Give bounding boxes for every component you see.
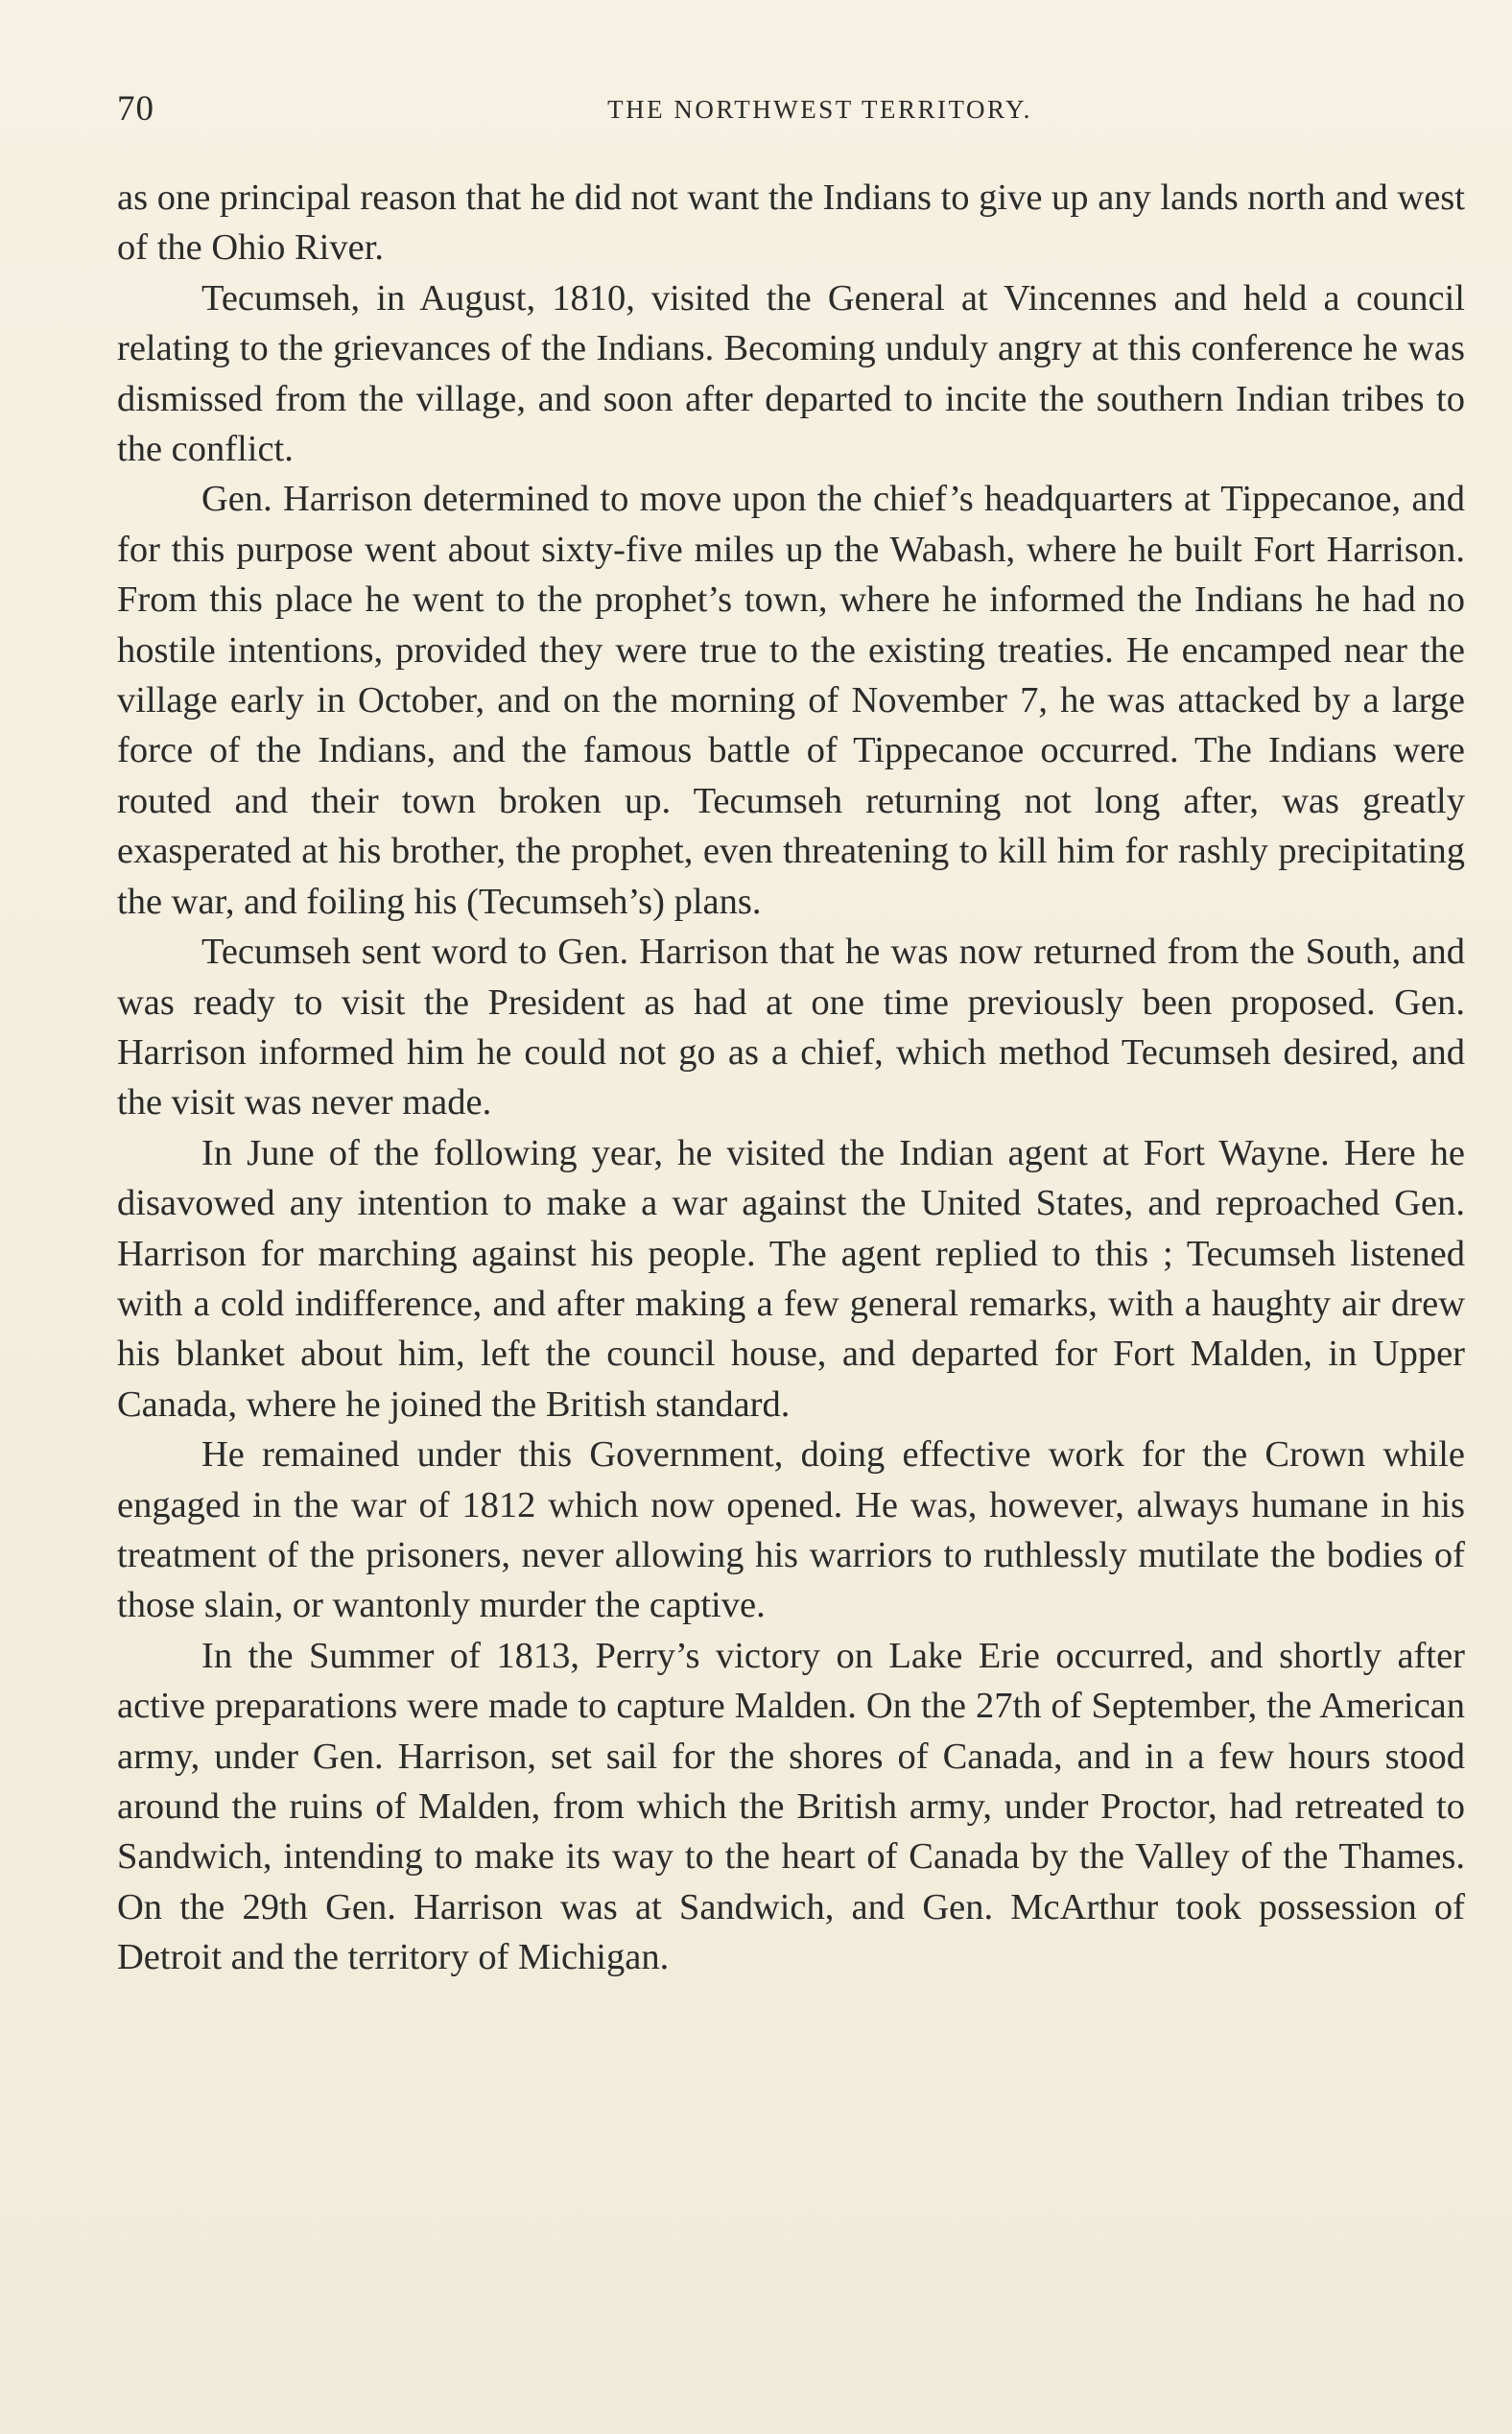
- running-head: THE NORTHWEST TERRITORY.: [607, 95, 1032, 124]
- paragraph-president-visit: Tecumseh sent word to Gen. Harrison that he was now returned from the South, and was ready to visit the President as had at one time previously been proposed. Gen. Harrison informed him he could not go as a chief, which method Tecumseh desired, and the visit was never made.: [117, 932, 1465, 1123]
- page-header: [117, 88, 1465, 130]
- paragraph-war-of-1812: He remained under this Government, doing effective work for the Crown while engaged in the war of 1812 which now opened. He was, however, always humane in his treatment of the prisoners, never allowing his warriors to ruthlessly mutilate the bodies of those slain, or wantonly murder the captive.: [117, 1434, 1465, 1626]
- paragraph-tippecanoe: Gen. Harrison determined to move upon the chief’s headquarters at Tippecanoe, and for this purpose went about sixty-five miles up the Wabash, where he built Fort Harrison. From this place he went to the prophet’s town, where he informed the Indians he had no hostile intentions, provided they were true to the existing treaties. He encamped near the village early in October, and on the morning of November 7, he was attacked by a large force of the Indians, and the famous battle of Tippecanoe occurred. The Indians were routed and their town broken up. Tecumseh returning not long after, was greatly exasperated at his brother, the prophet, even threatening to kill him for rashly precipitating the war, and foiling his (Tecumseh’s) plans.: [117, 479, 1465, 922]
- paragraph-continuation: as one principal reason that he did not want the Indians to give up any lands north and west of the Ohio River.: [117, 177, 1465, 269]
- body-text: [117, 173, 1465, 1983]
- paragraph-tecumseh-visit: Tecumseh, in August, 1810, visited the General at Vincennes and held a council relating to the grievances of the Indians. Becoming unduly angry at this conference he was dismissed from the village, and soon after departed to incite the southern Indian tribes to the conflict.: [117, 277, 1465, 470]
- page-number: 70: [117, 89, 154, 129]
- paragraph-fort-wayne: In June of the following year, he visited the Indian agent at Fort Wayne. Here he disavowed any intention to make a war against the United States, and reproached Gen. Harrison for marching against his people. The agent replied to this ; Tecumseh listened with a cold indifference, and after making a few general remarks, with a haughty air drew his blanket about him, left the council house, and departed for Fort Malden, in Upper Canada, where he joined the British standard.: [117, 1132, 1465, 1425]
- paragraph-perry-victory: In the Summer of 1813, Perry’s victory on Lake Erie occurred, and shortly after active preparations were made to capture Malden. On the 27th of September, the American army, under Gen. Harrison, set sail for the shores of Canada, and in a few hours stood around the ruins of Malden, from which the British army, under Proctor, had retreated to Sandwich, intending to make its way to the heart of Canada by the Valley of the Thames. On the 29th Gen. Harrison was at Sandwich, and Gen. McArthur took possession of Detroit and the territory of Michigan.: [117, 1635, 1465, 1978]
